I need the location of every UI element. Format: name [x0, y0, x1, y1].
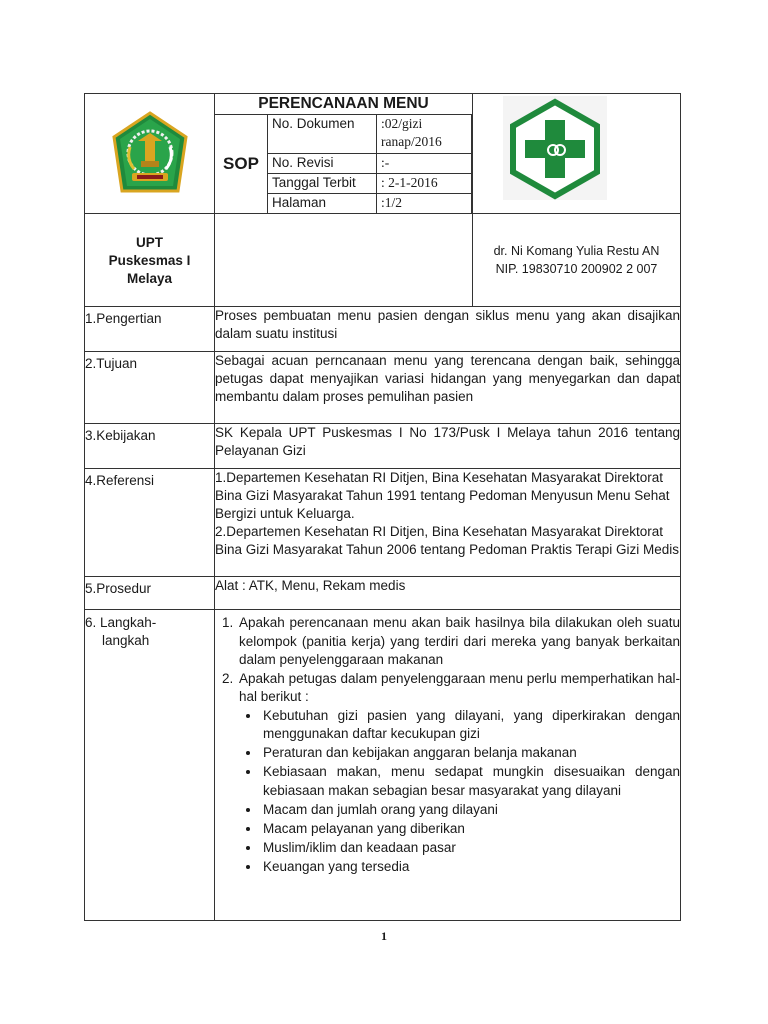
regency-logo-cell — [85, 94, 215, 214]
sop-label: SOP — [215, 115, 268, 213]
section-steps — [215, 610, 681, 921]
section-text-tujuan: Sebagai acuan perncanaan menu yang terencana dengan baik, sehingga petugas dapat menyajikan variasi hidangan yang menyegarkan dan dapat membantu dalam proses pemulihan pasien — [215, 352, 681, 424]
section-label-pengertian: 1.Pengertian — [85, 307, 215, 352]
meta-key: No. Revisi — [268, 154, 377, 174]
sop-table — [84, 93, 681, 921]
sop-document — [84, 93, 680, 921]
meta-key: Halaman — [268, 194, 377, 214]
section-text-referensi — [215, 469, 681, 577]
meta-key: No. Dokumen — [268, 115, 377, 154]
document-meta — [268, 115, 472, 213]
section-text-kebijakan: SK Kepala UPT Puskesmas I No 173/Pusk I Melaya tahun 2016 tentang Pelayanan Gizi — [215, 424, 681, 469]
bullet-item: • Macam pelayanan yang diberikan — [261, 820, 680, 839]
signatory-name: dr. Ni Komang Yulia Restu AN — [493, 244, 660, 258]
bullet-item: • Muslim/iklim dan keadaan pasar — [261, 839, 680, 858]
reference-item: 2.Departemen Kesehatan RI Ditjen, Bina Kesehatan Masyarakat Direktorat Bina Gizi Masyarakat Tahun 2006 tentang Pedoman Praktis Terapi Gizi Medis — [215, 524, 679, 557]
regency-emblem-icon — [108, 107, 192, 203]
section-label-prosedur: 5.Prosedur — [85, 577, 215, 610]
blank-cell — [215, 214, 473, 307]
reference-item: 1.Departemen Kesehatan RI Ditjen, Bina Kesehatan Masyarakat Direktorat Bina Gizi Masyarakat Tahun 1991 tentang Pedoman Menyusun Menu Sehat Bergizi untuk Keluarga. — [215, 470, 670, 521]
meta-value: :1/2 — [377, 194, 472, 214]
page-number: 1 — [381, 929, 387, 943]
section-text-prosedur: Alat : ATK, Menu, Rekam medis — [215, 577, 681, 610]
section-label-langkah: 6. Langkah- langkah — [85, 610, 215, 921]
signatory-cell — [473, 214, 681, 307]
puskesmas-cross-logo-icon — [503, 96, 607, 200]
meta-key: Tanggal Terbit — [268, 174, 377, 194]
steps-list — [215, 614, 680, 876]
section-label-tujuan: 2.Tujuan — [85, 352, 215, 424]
bullet-item: • Kebiasaan makan, menu sedapat mungkin disesuaikan dengan kebiasaan makan sebagian besar masyarakat yang dilayani — [261, 763, 680, 800]
bullet-item: • Keuangan yang tersedia — [261, 858, 680, 877]
section-label-kebijakan: 3.Kebijakan — [85, 424, 215, 469]
document-title: PERENCANAAN MENU — [215, 94, 472, 115]
section-label-referensi: 4.Referensi — [85, 469, 215, 577]
health-logo-cell — [473, 94, 681, 214]
header-middle-cell — [215, 94, 473, 214]
signatory-nip: NIP. 19830710 200902 2 007 — [495, 262, 658, 276]
step-item: 2. Apakah petugas dalam penyelenggaraan menu perlu memperhatikan hal-hal berikut : • Kebutuhan gizi pasien yang dilayani, yang diperkirakan dengan menggunakan daftar kecukupan gizi • Peraturan dan kebijakan anggaran belanja makanan • Kebiasaan makan, menu sedapat mungkin disesuaikan dengan kebiasaan makan sebagian besar masyarakat yang dilayani • Macam dan jumlah orang yang dilayani • Macam pelayanan yang diberikan • Muslim/iklim dan keadaan pasar • Keuangan yang tersedia — [237, 670, 680, 877]
section-text-pengertian: Proses pembuatan menu pasien dengan siklus menu yang akan disajikan dalam suatu institusi — [215, 307, 681, 352]
meta-value: : 2-1-2016 — [377, 174, 472, 194]
considerations-list — [239, 707, 680, 877]
meta-value: :- — [377, 154, 472, 174]
bullet-item: • Kebutuhan gizi pasien yang dilayani, yang diperkirakan dengan menggunakan daftar kecukupan gizi — [261, 707, 680, 744]
meta-value: :02/gizi ranap/2016 — [377, 115, 472, 154]
organization-name: UPT Puskesmas I Melaya — [108, 235, 191, 286]
bullet-item: • Peraturan dan kebijakan anggaran belanja makanan — [261, 744, 680, 763]
organization-cell — [85, 214, 215, 307]
step-item: 1. Apakah perencanaan menu akan baik hasilnya bila dilakukan oleh suatu kelompok (panitia kerja) yang terdiri dari mereka yang banyak berkaitan dalam penyelenggaraan makanan — [237, 614, 680, 670]
bullet-item: • Macam dan jumlah orang yang dilayani — [261, 801, 680, 820]
